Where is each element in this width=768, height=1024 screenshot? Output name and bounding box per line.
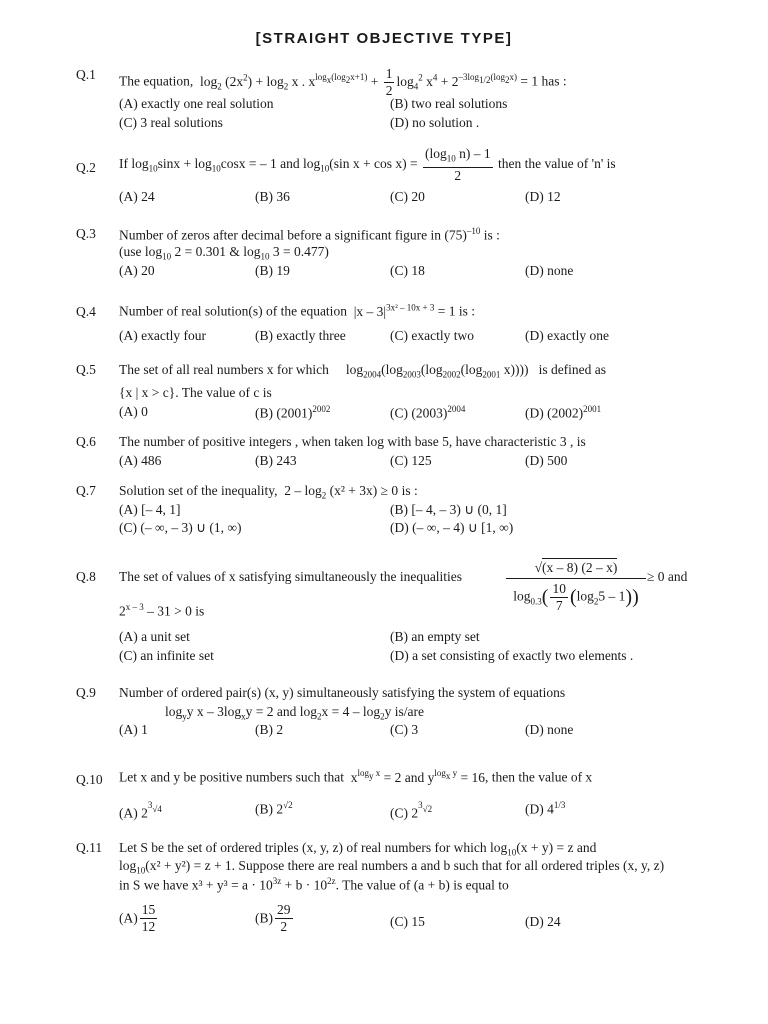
question-stem-line-2: {x | x > c}. The value of c is xyxy=(119,385,272,400)
option-b[interactable]: (B) 243 xyxy=(255,453,297,468)
option-c[interactable]: (C) 20 xyxy=(390,189,425,204)
page-title: [STRAIGHT OBJECTIVE TYPE] xyxy=(255,30,513,47)
option-a[interactable]: (A) 24 xyxy=(119,189,155,204)
option-b[interactable]: (B) $(2001)^{2002}$ xyxy=(255,404,331,421)
question-stem: Let S be the set of ordered triples (x, y, z) of real numbers for which $\log_{10}(x + y) = z$ and xyxy=(119,840,597,858)
option-c[interactable]: (C) 15 xyxy=(390,914,425,929)
option-c[interactable]: (C) 125 xyxy=(390,453,432,468)
option-a[interactable]: (A) 486 xyxy=(119,453,162,468)
question-number: Q.9 xyxy=(76,685,96,700)
fraction-numerator: √(x – 8) (2 – x) xyxy=(506,560,646,579)
inequality: $2 - \log_2 (x^2 + 3x) \ge 0$ xyxy=(284,483,399,501)
question-stem-line-2: $\log_{10}(x^2 + y^2) = z + 1$. Suppose there are real numbers a and b such that for all ordered triples (x, y, z) xyxy=(119,858,665,876)
option-c[interactable]: (C) 3 real solutions xyxy=(119,115,223,130)
option-a[interactable]: (A) exactly one real solution xyxy=(119,96,274,111)
option-a[interactable]: (A) exactly four xyxy=(119,328,206,343)
fraction-denominator: $\log_{0.3}$( $\frac{10}{7}$ $(\log_25 - 1)$) xyxy=(513,581,639,613)
question-stem-tail: ≥ 0 and xyxy=(647,569,688,584)
option-d[interactable]: (D) no solution . xyxy=(390,115,480,130)
question-number: Q.5 xyxy=(76,362,96,377)
option-a[interactable]: (A) 0 xyxy=(119,404,148,419)
nested-log: $\log_{2004}(\log_{2003}(\log_{2002}(\log_{2001}$ x)))) xyxy=(345,362,529,380)
option-c[interactable]: (C) an infinite set xyxy=(119,648,214,663)
option-b[interactable]: (B) 2 xyxy=(255,722,284,737)
question-stem: The set of values of x satisfying simultaneously the inequalities xyxy=(119,569,463,584)
question-stem: Solution set of the inequality, $2 - \log_2 (x^2 + 3x) \ge 0$ is : xyxy=(119,483,418,501)
question-number: Q.10 xyxy=(76,772,103,787)
option-b[interactable]: (B) an empty set xyxy=(390,629,480,644)
option-b[interactable]: (B) $2^{√2}$ xyxy=(255,800,293,817)
question-hint: (use $\log_{10} 2 = 0.301$ & $\log_{10} 3 = 0.477$) xyxy=(119,244,329,262)
option-a[interactable]: (A) 1 xyxy=(119,722,148,737)
question-number: Q.3 xyxy=(76,226,96,241)
option-d[interactable]: (D) a set consisting of exactly two elements . xyxy=(390,648,634,663)
option-c[interactable]: (C) 18 xyxy=(390,263,425,278)
option-c[interactable]: (C) 3 xyxy=(390,722,419,737)
option-b[interactable]: (B) exactly three xyxy=(255,328,346,343)
option-d[interactable]: (D) 24 xyxy=(525,914,561,929)
option-b[interactable]: (B) two real solutions xyxy=(390,96,508,111)
option-d[interactable]: (D) none xyxy=(525,722,574,737)
equation: $\log_2 (2x^2) + \log_2 x$ . $x^{log_x(log_2x+1)}$ + $\frac{1}{2}$ $\log_4^2 x^4 + 2^{-3log_{1/2}(log_2x)}$ xyxy=(196,66,518,98)
question-number: Q.2 xyxy=(76,160,96,175)
question-stem: The equation, $\log_2 (2x^2) + \log_2 x$ . $x^{log_x(log_2x+1)}$ + $\frac{1}{2}$ $\log_4^2 x^4 + 2^{-3log_{1/2}(log_2x)} = 1$ has : xyxy=(119,66,567,98)
option-d[interactable]: (D) none xyxy=(525,263,574,278)
option-d[interactable]: (D) 500 xyxy=(525,453,568,468)
option-a[interactable]: (A) 20 xyxy=(119,263,155,278)
question-stem: The number of positive integers , when taken log with base 5, have characteristic 3 , is xyxy=(119,434,586,449)
equation: $|x - 3|^{3x^2 - 10x + 3}$ xyxy=(353,302,435,319)
equation: $x^{log_y x} = 2$ and $y^{log_x y} = 16$ xyxy=(350,768,485,785)
question-number: Q.7 xyxy=(76,483,96,498)
question-stem: Number of ordered pair(s) (x, y) simultaneously satisfying the system of equations xyxy=(119,685,566,700)
option-b[interactable]: (B) $\frac{29}{2}$ xyxy=(255,902,291,934)
option-a[interactable]: (A) $2^{^3√4}$ xyxy=(119,800,162,821)
option-c[interactable]: (C) $2^{^3√2}$ xyxy=(390,800,433,821)
option-c[interactable]: (C) $(2003)^{2004}$ xyxy=(390,404,466,421)
question-stem: The set of all real numbers x for which $\log_{2004}(\log_{2003}(\log_{2002}(\log_{2001}$ x)))) is defined as xyxy=(119,362,607,380)
option-b[interactable]: (B) 19 xyxy=(255,263,290,278)
question-stem: Let x and y be positive numbers such that $x^{log_y x} = 2$ and $y^{log_x y} = 16$, then the value of x xyxy=(119,768,593,785)
question-number: Q.8 xyxy=(76,569,96,584)
option-d[interactable]: (D) exactly one xyxy=(525,328,609,343)
question-number: Q.4 xyxy=(76,304,96,319)
option-b[interactable]: (B) 36 xyxy=(255,189,290,204)
option-d[interactable]: (D) $(2002)^{2001}$ xyxy=(525,404,602,421)
option-d[interactable]: (D) 12 xyxy=(525,189,561,204)
option-a[interactable]: (A) $\frac{15}{12}$ xyxy=(119,902,156,934)
option-b[interactable]: (B) [– 4, – 3) ∪ (0, 1] xyxy=(390,502,507,517)
question-number: Q.1 xyxy=(76,67,96,82)
option-a[interactable]: (A) a unit set xyxy=(119,629,190,644)
option-d[interactable]: (D) (– ∞, – 4) ∪ [1, ∞) xyxy=(390,520,514,535)
question-stem: If $\log_{10}\sin x + \log_{10}\cos x$ = – 1 and $\log_{10}(\sin$ x + cos x) = $\frac{(\log_{10} n) - 1}{2}$ then the value of 'n' is xyxy=(119,146,616,183)
system-of-equations: $\log_yy$ $x - 3\log_xy = 2$ and $\log_2x = 4 - \log_2y$ is/are xyxy=(165,704,425,722)
question-stem: Number of zeros after decimal before a significant figure in $(75)^{-10}$ is : xyxy=(119,226,500,243)
question-number: Q.6 xyxy=(76,434,96,449)
option-a[interactable]: (A) [– 4, 1] xyxy=(119,502,181,517)
option-c[interactable]: (C) exactly two xyxy=(390,328,474,343)
question-number: Q.11 xyxy=(76,840,103,855)
option-d[interactable]: (D) $4^{1/3}$ xyxy=(525,800,566,817)
fraction: $\frac{(\log_{10} n) - 1}{2}$ xyxy=(424,146,491,183)
question-stem: Number of real solution(s) of the equation $|x - 3|^{3x^2 - 10x + 3} = 1$ is : xyxy=(119,302,476,319)
question-stem-line-3: in S we have $x^3 + y^3 = a \cdot 10^{3z} + b \cdot 10^{2z}$. The value of (a + b) is equal to xyxy=(119,876,509,893)
option-c[interactable]: (C) (– ∞, – 3) ∪ (1, ∞) xyxy=(119,520,242,535)
question-stem-line-2: 2$^{x - 3}$ – 31 > 0 is xyxy=(119,602,205,619)
